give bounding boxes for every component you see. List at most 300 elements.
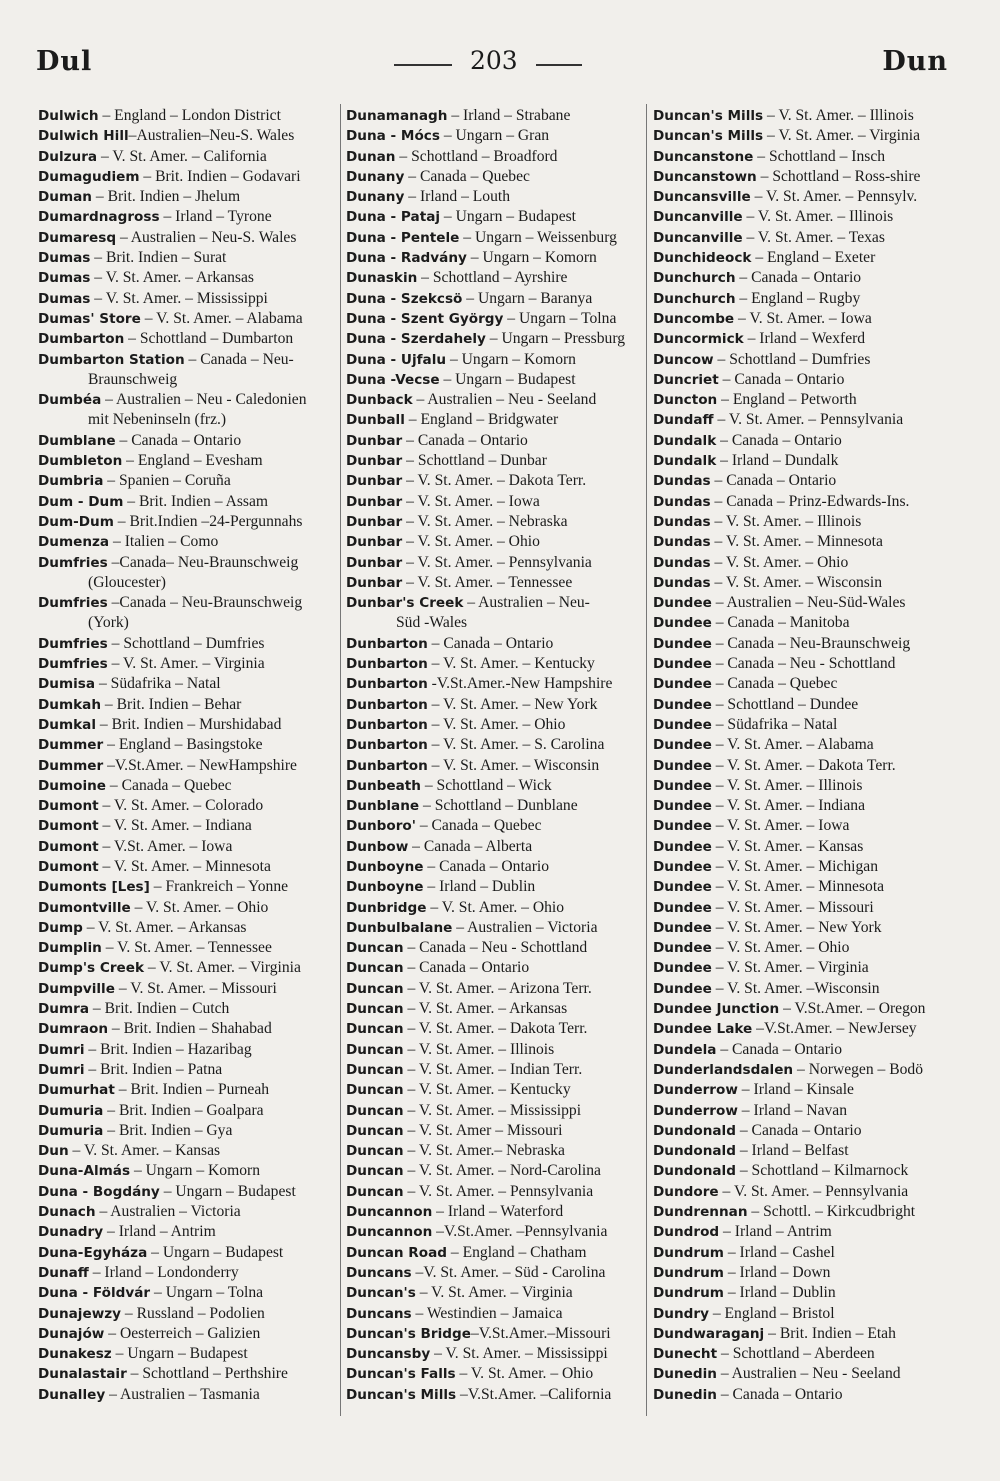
place-location: – Russland – Podolien (121, 1304, 265, 1322)
gazetteer-entry (38, 898, 343, 918)
gazetteer-entry (38, 979, 343, 999)
entry-continuation (38, 613, 343, 633)
gazetteer-entry (653, 1324, 953, 1344)
place-location: – Canada – Ontario (716, 1040, 843, 1058)
place-location: – V. St. Amer. – Minnesota (711, 878, 885, 896)
gazetteer-entry (346, 532, 651, 552)
place-location: –Canada – Neu-Braunschweig (107, 594, 303, 612)
place-location: – Schottland – Perthshire (126, 1365, 288, 1383)
place-location: – V. St. Amer. – Virginia (763, 127, 921, 145)
place-name: Dundalk (653, 432, 717, 449)
gazetteer-entry (653, 431, 953, 451)
gazetteer-entry (38, 553, 343, 573)
gazetteer-entry (653, 1060, 953, 1080)
place-location: – V. St. Amer. – Dakota Terr. (402, 472, 587, 490)
place-location: – V. St. Amer. – Illinois (403, 1040, 555, 1058)
place-location: – V. St. Amer. – Iowa (402, 492, 540, 510)
place-location: – V. St. Amer. – Nord-Carolina (403, 1162, 601, 1180)
gazetteer-entry (346, 695, 651, 715)
place-name: Dundalk (653, 453, 717, 470)
place-name: Dundee (653, 716, 712, 733)
gazetteer-entry (346, 289, 651, 309)
gazetteer-entry (38, 796, 343, 816)
gazetteer-entry (38, 512, 343, 532)
gazetteer-entry (346, 1385, 651, 1405)
place-location: –V. St. Amer. – Süd - Carolina (411, 1263, 606, 1281)
place-name: Dumbarton (38, 331, 125, 348)
gazetteer-entry (653, 451, 953, 471)
gazetteer-entry (653, 1040, 953, 1060)
gazetteer-entry (346, 1324, 651, 1344)
gazetteer-entry (653, 228, 953, 248)
gazetteer-entry (653, 207, 953, 227)
place-location: – V. St. Amer. – Ohio (710, 553, 849, 571)
gazetteer-entry (346, 512, 651, 532)
place-name: Dumonts [Les] (38, 879, 150, 896)
place-location: – V. St. Amer. – Mississippi (90, 289, 268, 307)
place-location: – Brit. Indien – Hazaribag (84, 1040, 252, 1058)
place-location: – Canada – Ontario (115, 431, 242, 449)
place-name: Dundee (653, 757, 712, 774)
place-location: – Schottland – Dumfries (107, 634, 265, 652)
place-name: Dundrum (653, 1244, 724, 1261)
place-name: Dunalastair (38, 1366, 127, 1383)
place-location: – Ungarn – Baranya (462, 289, 593, 307)
place-location: – Canada – Ontario (710, 472, 837, 490)
place-name: Duncan's Falls (346, 1366, 456, 1383)
place-name: Dum - Dum (38, 493, 124, 510)
place-location: – V. St. Amer. – Kansas (711, 837, 864, 855)
place-name: Duncan (346, 1041, 404, 1058)
place-name: Dulwich Hill (38, 128, 129, 145)
place-location: – Ungarn – Weissenburg (459, 228, 617, 246)
place-location: – Australien – Neu - Seeland (412, 391, 597, 409)
place-location: – Canada – Ontario (402, 431, 528, 449)
gazetteer-entry (653, 634, 953, 654)
place-name: Dunaskin (346, 270, 418, 287)
gazetteer-entry (346, 796, 651, 816)
index-column-3 (653, 106, 953, 1405)
place-name: Duncan's Mills (653, 108, 764, 124)
place-location: – V. St. Amer. – Pennsylvania (403, 1182, 594, 1200)
place-name: Dunaff (38, 1264, 89, 1281)
place-name: Dumaresq (38, 229, 117, 246)
place-name: Duna - Szekcsö (346, 290, 463, 307)
place-location: – Canada – Ontario (735, 269, 862, 287)
place-location: – V. St. Amer. – Indiana (711, 797, 866, 815)
place-location: Süd -Wales (396, 614, 468, 632)
place-location: – Brit. Indien – Gya (103, 1121, 233, 1139)
place-name: Dunbarton (346, 676, 428, 693)
gazetteer-entry (346, 735, 651, 755)
gazetteer-entry (653, 837, 953, 857)
place-location: – V. St. Amer. – Wisconsin (427, 756, 600, 774)
place-name: Dumbéa (38, 392, 102, 409)
place-name: Dumkah (38, 696, 102, 713)
place-location: – V. St. Amer – Missouri (403, 1121, 563, 1139)
gazetteer-entry (38, 1222, 343, 1242)
place-location: – Australien – Neu-Süd-Wales (711, 594, 906, 612)
place-location: – Irland – Waterford (432, 1203, 564, 1221)
place-location: – Australien – Neu- (463, 594, 590, 612)
place-location: – Australien – Neu - Caledonien (101, 391, 307, 409)
place-name: Dump's Creek (38, 960, 145, 977)
place-name: Dunbridge (346, 899, 427, 916)
gazetteer-entry (653, 553, 953, 573)
place-location: – Irland – Tyrone (159, 208, 272, 226)
gazetteer-entry (346, 1182, 651, 1202)
gazetteer-entry (38, 187, 343, 207)
gazetteer-entry (38, 857, 343, 877)
gazetteer-entry (38, 532, 343, 552)
gazetteer-entry (346, 471, 651, 491)
place-location: – Canada – Prinz-Edwards-Ins. (710, 492, 910, 510)
gazetteer-entry (653, 350, 953, 370)
place-location: – V. St. Amer. – Missouri (114, 979, 277, 997)
place-name: Duncriet (653, 371, 719, 388)
place-name: Dump (38, 919, 83, 936)
place-name: Dumbria (38, 473, 104, 490)
gazetteer-entry (346, 1161, 651, 1181)
place-name: Dunbarton (346, 656, 428, 673)
place-location: – Irland – Antrim (719, 1223, 832, 1241)
place-location: – Irland – Louth (404, 188, 511, 206)
place-location: – England – Rugby (735, 289, 861, 307)
place-location: – Ungarn – Budapest (147, 1243, 284, 1261)
place-name: Duncan Road (346, 1244, 447, 1261)
gazetteer-entry (38, 1324, 343, 1344)
place-location: – V. St. Amer. – Virginia (415, 1284, 573, 1302)
place-name: Dundonald (653, 1143, 736, 1160)
gazetteer-entry (653, 1263, 953, 1283)
place-location: – V. St. Amer. – Ohio (455, 1365, 594, 1383)
place-name: Dummer (38, 757, 104, 774)
gazetteer-entry (38, 1304, 343, 1324)
gazetteer-entry (38, 756, 343, 776)
place-location: – Spanien – Coruña (103, 472, 231, 490)
place-location: – Schottland – Insch (753, 147, 886, 165)
gazetteer-entry (653, 816, 953, 836)
index-column-1 (38, 106, 343, 1405)
gazetteer-entry (38, 147, 343, 167)
place-location: – V. St. Amer. – Iowa (734, 309, 872, 327)
place-name: Dunedin (653, 1386, 717, 1403)
gazetteer-entry (346, 837, 651, 857)
place-location: – Irland – Strabane (447, 107, 571, 124)
place-location: – Ungarn – Budapest (111, 1345, 248, 1363)
place-name: Dundas (653, 554, 711, 571)
page-header (0, 0, 1000, 100)
gazetteer-entry (38, 999, 343, 1019)
entry-continuation (38, 370, 343, 390)
place-name: Dumas (38, 290, 91, 307)
gazetteer-entry (653, 410, 953, 430)
place-name: Duna - Ujfalu (346, 351, 447, 368)
place-location: – Australien – Victoria (452, 918, 598, 936)
place-location: – V. St. Amer. – Virginia (144, 959, 301, 977)
gazetteer-entry (653, 187, 953, 207)
gazetteer-entry (346, 1344, 651, 1364)
place-location: – V. St. Amer. – Virginia (711, 959, 869, 977)
gazetteer-entry (653, 898, 953, 918)
place-name: Dundee (653, 940, 712, 957)
gazetteer-entry (38, 593, 343, 613)
gazetteer-entry (346, 390, 651, 410)
place-name: Dumagudiem (38, 168, 140, 185)
gazetteer-entry (38, 1040, 343, 1060)
place-location: – V. St. Amer. – Ohio (402, 533, 540, 551)
place-location: – Canada – Neu-Braunschweig (711, 634, 911, 652)
place-name: Dunderrow (653, 1102, 738, 1119)
place-name: Dundee (653, 899, 712, 916)
place-name: Duna - Mócs (346, 128, 440, 145)
place-location: – Canada – Quebec (404, 167, 530, 185)
gazetteer-entry (38, 390, 343, 410)
place-location: (Gloucester) (88, 573, 166, 591)
place-location: – V. St. Amer. – Wisconsin (710, 573, 883, 591)
place-name: Dunbar (346, 493, 403, 510)
place-location: – V. St. Amer. – Nebraska (402, 512, 568, 530)
place-location: – Canada – Quebec (711, 675, 838, 693)
place-location: – V. St. Amer. – Mississippi (430, 1345, 608, 1363)
place-name: Dunbar (346, 453, 403, 470)
place-name: Dunedin (653, 1366, 717, 1383)
place-name: Dumblane (38, 432, 116, 449)
place-name: Dumuria (38, 1122, 104, 1139)
place-name: Dumfries (38, 595, 108, 612)
place-name: Duna - Szerdahely (346, 331, 486, 348)
place-location: – V. St. Amer. – Ohio (427, 715, 566, 733)
place-location: – Irland – Dublin (423, 878, 536, 896)
place-name: Dumri (38, 1061, 85, 1078)
place-location: – V. St. Amer. – Colorado (98, 797, 264, 815)
place-location: – Irland – Cashel (723, 1243, 835, 1261)
place-location: – Ungarn – Pressburg (485, 330, 626, 348)
place-location: – Schottland – Ayrshire (417, 269, 568, 287)
place-location: – Canada – Ontario (735, 1121, 862, 1139)
place-location: – Schottland – Dunbar (402, 452, 547, 470)
place-name: Dumurhat (38, 1082, 115, 1099)
place-name: Dundee (653, 635, 712, 652)
gazetteer-entry (38, 816, 343, 836)
place-location: – V. St. Amer. – Arkansas (90, 269, 254, 287)
place-name: Duncan (346, 1061, 404, 1078)
place-location: – Canada – Neu - Schottland (403, 939, 588, 957)
place-name: Dunderlandsdalen (653, 1061, 794, 1078)
place-location: – England – Chatham (447, 1243, 587, 1261)
place-location: – V. St. Amer. – Ohio (426, 898, 565, 916)
gazetteer-entry (653, 756, 953, 776)
place-location: – Irland – Dublin (723, 1284, 836, 1302)
place-name: Dumont (38, 818, 99, 835)
place-name: Dundee (653, 615, 712, 632)
place-location: – V. St. Amer. – Texas (742, 228, 885, 246)
gazetteer-entry (346, 1101, 651, 1121)
place-location: – Ungarn – Gran (439, 127, 550, 145)
place-location: – V. St. Amer. – California (97, 147, 267, 165)
place-location: – Schottland – Dunblane (419, 797, 578, 815)
gazetteer-entry (38, 918, 343, 938)
place-location: – V.St. Amer. – Iowa (98, 837, 233, 855)
place-location: Braunschweig (88, 370, 178, 388)
place-name: Dundry (653, 1305, 709, 1322)
gazetteer-entry (346, 877, 651, 897)
place-name: Duncan (346, 940, 404, 957)
gazetteer-entry (653, 289, 953, 309)
gazetteer-entry (38, 167, 343, 187)
gazetteer-entry (346, 1141, 651, 1161)
place-name: Dundee (653, 798, 712, 815)
place-name: Dumont (38, 798, 99, 815)
place-location: – V. St. Amer. – Michigan (711, 857, 879, 875)
place-location: – Canada – Quebec (415, 817, 542, 835)
gazetteer-entry (653, 1202, 953, 1222)
place-location: – V. St. Amer. – Dakota Terr. (711, 756, 896, 774)
place-location: (York) (88, 614, 129, 632)
gazetteer-entry (38, 1202, 343, 1222)
place-name: Duncan's Bridge (346, 1325, 471, 1342)
place-name: Dunbarton (346, 696, 428, 713)
index-column-2 (346, 106, 651, 1405)
running-head-left: Dul (36, 46, 93, 77)
place-name: Dundwaraganj (653, 1325, 765, 1342)
gazetteer-entry (346, 1040, 651, 1060)
place-location: – Italien – Como (109, 533, 219, 551)
place-location: – Irland – Londonderry (88, 1263, 239, 1281)
place-location: – V. St. Amer. – Pennsylvania (713, 411, 904, 429)
place-name: Dundee (653, 879, 712, 896)
place-location: – England – Petworth (717, 391, 857, 409)
place-name: Dundas (653, 513, 711, 530)
place-name: Duncans (346, 1305, 412, 1322)
place-name: Dundrennan (653, 1204, 748, 1221)
place-location: – Schottland – Kilmarnock (735, 1162, 909, 1180)
gazetteer-entry (38, 938, 343, 958)
place-location: – Ungarn – Tolna (503, 309, 617, 327)
place-name: Dundee (653, 737, 712, 754)
place-location: – V.St.Amer. – Oregon (779, 1000, 926, 1018)
place-name: Dunchurch (653, 270, 736, 287)
place-location: – Schottland – Broadford (395, 147, 558, 165)
place-location: – V. St. Amer. – Alabama (711, 736, 874, 754)
gazetteer-entry (653, 979, 953, 999)
gazetteer-entry (653, 1304, 953, 1324)
gazetteer-entry (346, 898, 651, 918)
place-location: – V. St. Amer. – Kentucky (427, 655, 595, 673)
gazetteer-entry (38, 654, 343, 674)
gazetteer-entry (653, 796, 953, 816)
place-location: – V. St. Amer. – Virginia (107, 655, 265, 673)
place-name: Duna - Szent György (346, 310, 504, 327)
place-location: – V. St. Amer. – Minnesota (710, 533, 883, 551)
gazetteer-entry (653, 1101, 953, 1121)
gazetteer-entry (653, 268, 953, 288)
place-location: – Canada – Manitoba (711, 614, 850, 632)
place-name: Dundee (653, 858, 712, 875)
place-name: Dumas' Store (38, 310, 141, 327)
place-name: Dunback (346, 392, 413, 409)
place-location: – Ungarn – Budapest (159, 1182, 296, 1200)
gazetteer-entry (346, 106, 651, 126)
place-location: – V. St. Amer. – Ohio (711, 939, 850, 957)
gazetteer-entry (346, 674, 651, 694)
place-name: Dunbar's Creek (346, 595, 464, 612)
gazetteer-entry (653, 126, 953, 146)
place-location: – V. St. Amer. – Kentucky (403, 1081, 571, 1099)
place-name: Dunalley (38, 1386, 106, 1403)
place-location: – V. St. Amer. – Iowa (711, 817, 850, 835)
gazetteer-entry (38, 1080, 343, 1100)
gazetteer-entry (653, 573, 953, 593)
gazetteer-entry (653, 593, 953, 613)
gazetteer-entry (653, 1283, 953, 1303)
place-name: Dulzura (38, 148, 98, 165)
gazetteer-entry (653, 695, 953, 715)
place-location: – Brit. Indien – Shahabad (108, 1020, 272, 1038)
place-location: – Brit. Indien – Purneah (114, 1081, 270, 1099)
place-location: – Irland – Down (723, 1263, 831, 1281)
gazetteer-entry (653, 370, 953, 390)
place-location: – Australien – Tasmania (105, 1385, 260, 1403)
gazetteer-entry (38, 1243, 343, 1263)
place-name: Dunakesz (38, 1346, 112, 1363)
place-location: – Brit. Indien – Jhelum (91, 188, 241, 206)
place-location: -V.St.Amer.-New Hampshire (427, 675, 613, 693)
place-location: – Westindien – Jamaica (411, 1304, 563, 1322)
place-name: Dundee Lake (653, 1021, 753, 1038)
gazetteer-entry (38, 329, 343, 349)
place-name: Dundee (653, 838, 712, 855)
gazetteer-entry (346, 999, 651, 1019)
gazetteer-entry (346, 1243, 651, 1263)
place-name: Dunbarton (346, 716, 428, 733)
place-name: Dumfries (38, 635, 108, 652)
gazetteer-entry (346, 1304, 651, 1324)
place-location: – Ungarn – Komorn (466, 249, 597, 267)
place-name: Dundee Junction (653, 1001, 780, 1018)
gazetteer-entry (38, 289, 343, 309)
gazetteer-entry (38, 309, 343, 329)
place-location: – Schottland – Dundee (711, 695, 859, 713)
place-name: Dummer (38, 737, 104, 754)
gazetteer-entry (346, 228, 651, 248)
place-location: – Brit. Indien – Goalpara (103, 1101, 264, 1119)
place-name: Dumenza (38, 534, 110, 551)
gazetteer-entry (346, 167, 651, 187)
gazetteer-entry (346, 207, 651, 227)
place-location: – V. St. Amer. – Tennessee (402, 573, 573, 591)
gazetteer-entry (653, 1385, 953, 1405)
gazetteer-entry (653, 1182, 953, 1202)
place-location: – V. St. Amer. – Pennsylv. (750, 188, 918, 206)
gazetteer-entry (38, 431, 343, 451)
gazetteer-entry (653, 471, 953, 491)
place-location: – Irland – Belfast (735, 1142, 849, 1160)
place-location: – England – Exeter (751, 249, 876, 267)
gazetteer-entry (346, 979, 651, 999)
place-name: Dundaff (653, 412, 714, 429)
place-name: Dumisa (38, 676, 96, 693)
place-location: – Schottland – Dumfries (713, 350, 871, 368)
gazetteer-entry (346, 1019, 651, 1039)
gazetteer-entry (346, 593, 651, 613)
entry-continuation (38, 573, 343, 593)
place-name: Dundas (653, 534, 711, 551)
place-location: – Irland – Kinsale (737, 1081, 854, 1099)
gazetteer-entry (653, 857, 953, 877)
gazetteer-entry (346, 776, 651, 796)
place-location: – Frankreich – Yonne (149, 878, 289, 896)
